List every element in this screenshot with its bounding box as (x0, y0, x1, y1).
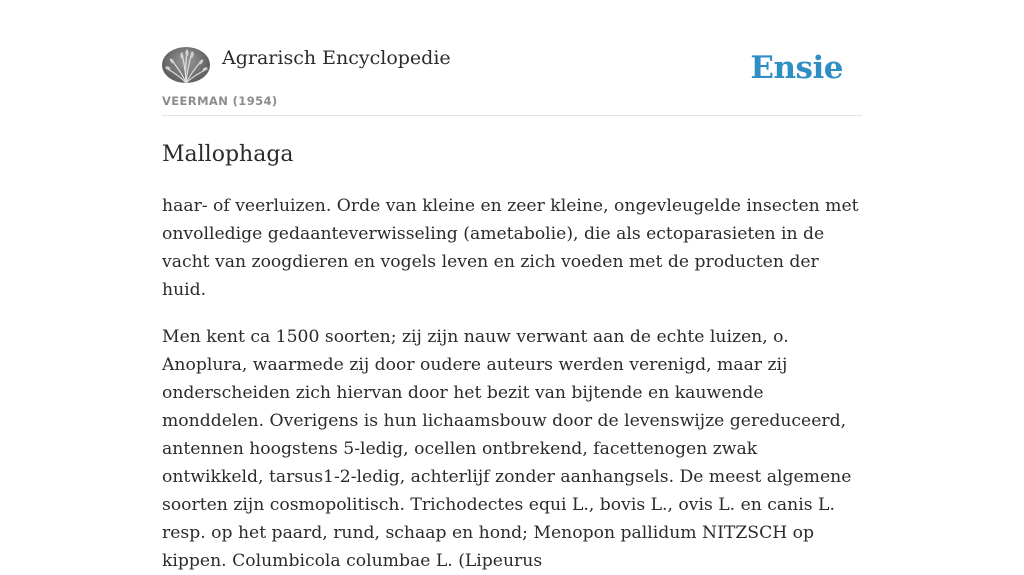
wheat-logo-icon[interactable] (162, 47, 210, 83)
ensie-brand-link[interactable]: Ensie (750, 50, 843, 86)
publication-title[interactable]: Agrarisch Encyclopedie (222, 47, 451, 69)
publication-header (162, 46, 862, 116)
article-paragraph: Men kent ca 1500 soorten; zij zijn nauw verwant aan de echte luizen, o. Anoplura, waarmede zij door oudere auteurs werden verenigd, maar zij onderscheiden zich hiervan door het bezit van bijtende en kauwende monddelen. Overigens is hun lichaamsbouw door de levenswijze gereduceerd, antennen hoogstens 5-ledig, ocellen ontbrekend, facettenogen zwak ontwikkeld, tarsus1-2-ledig, achterlijf zonder aanhangsels. De meest algemene soorten zijn cosmopolitisch. Trichodectes equi L., bovis L., ovis L. en canis L. resp. op het paard, rund, schaap en hond; Menopon pallidum NITZSCH op kippen. Columbicola columbae L. (Lipeurus (162, 327, 852, 571)
article-title: Mallophaga (162, 142, 294, 167)
publication-meta: VEERMAN (1954) (162, 94, 278, 108)
article (162, 139, 862, 575)
article-paragraph: haar- of veerluizen. Orde van kleine en zeer kleine, ongevleugelde insecten met onvolledige gedaanteverwisseling (ametabolie), die als ectoparasieten in de vacht van zoogdieren en vogels leven en zich voeden met de producten der huid. (162, 196, 859, 300)
